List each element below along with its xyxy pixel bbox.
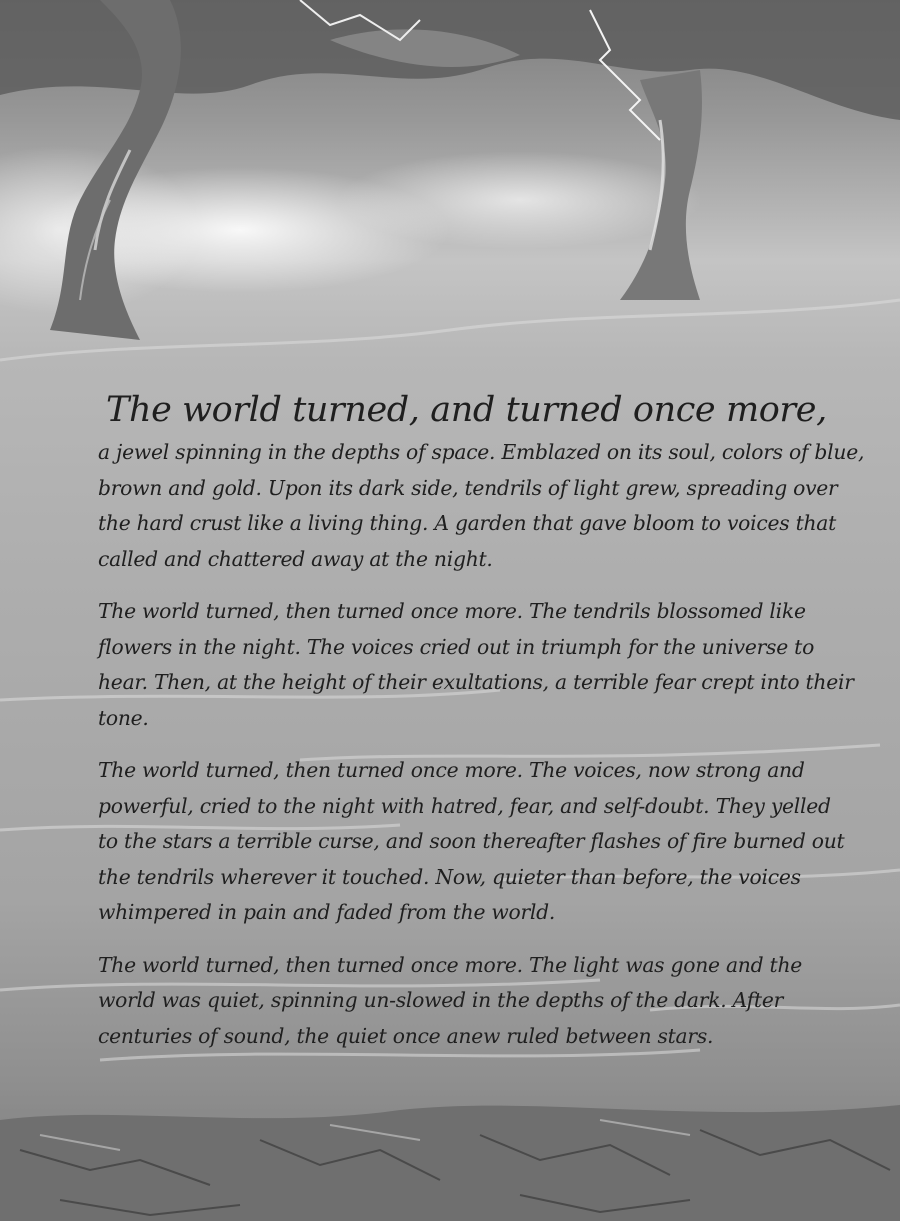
text-line: centuries of sound, the quiet once anew ruled between stars. [98,1023,714,1048]
text-line: the hard crust like a living thing. A garden that gave bloom to voices that [98,511,837,535]
text-line: hear. Then, at the height of their exultations, a terrible fear crept into their [98,670,854,694]
text-line: world was quiet, spinning un-slowed in the depths of the dark. After [98,988,784,1012]
text-line: whimpered in pain and faded from the world. [98,900,556,924]
text-line: flowers in the night. The voices cried out in triumph for the universe to [98,634,815,659]
text-line: called and chattered away at the night. [98,546,493,571]
story-paragraph-3 [98,753,858,931]
story-paragraph-1 [98,435,865,577]
story-paragraph-4 [98,948,858,1055]
story-text [98,385,865,1054]
text-line: The world turned, then turned once more. The voices, now strong and [98,758,805,782]
text-line: The world turned, then turned once more. The light was gone and the [98,952,803,977]
story-heading: The world turned, and turned once more, [106,390,827,430]
text-line: the tendrils wherever it touched. Now, quieter than before, the voices [98,864,801,889]
text-line: to the stars a terrible curse, and soon thereafter flashes of fire burned out [98,829,845,853]
cracked-ground [0,1105,900,1221]
text-line: powerful, cried to the night with hatred, fear, and self-doubt. They yelled [98,793,831,818]
text-line: tone. [98,705,149,730]
story-paragraph-2 [98,594,858,736]
text-line: brown and gold. Upon its dark side, tendrils of light grew, spreading over [98,475,838,500]
text-line: a jewel spinning in the depths of space. Emblazed on its soul, colors of blue, [98,440,865,464]
text-line: The world turned, then turned once more. The tendrils blossomed like [98,599,806,623]
